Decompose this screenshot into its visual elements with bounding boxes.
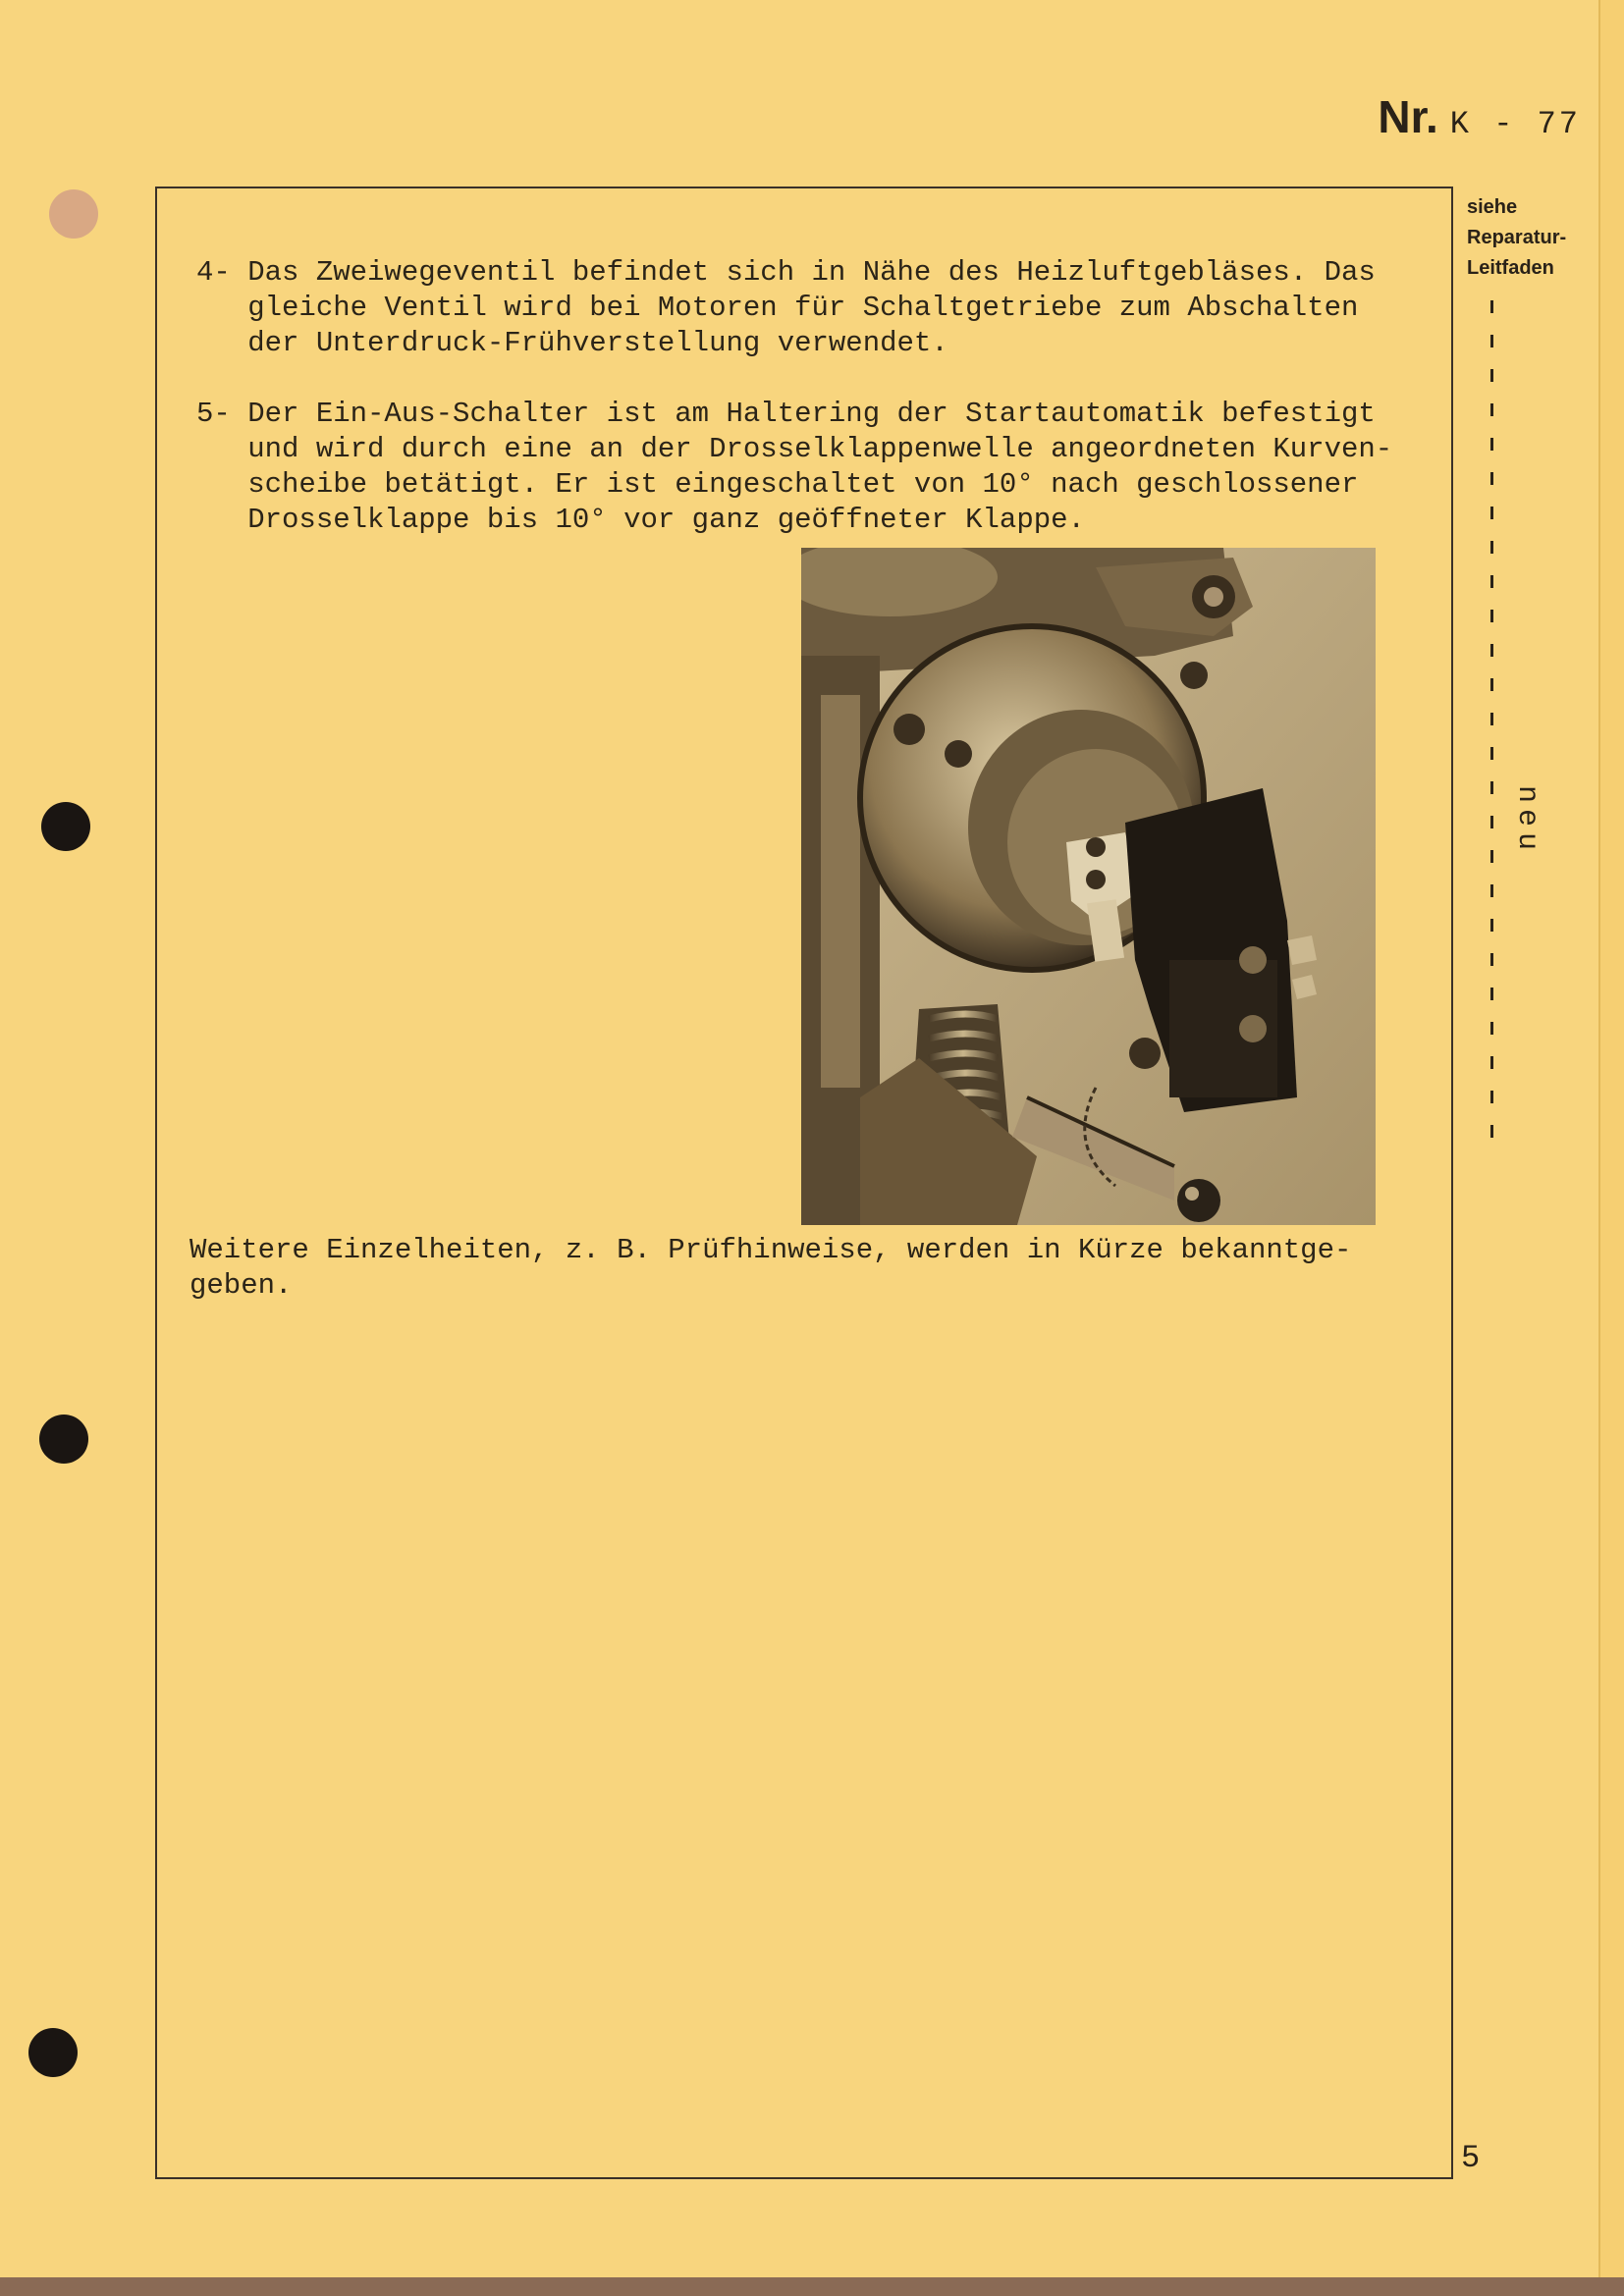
punch-hole-3 [39, 1415, 88, 1464]
repair-guide-reference [1467, 192, 1595, 284]
punch-hole-1 [49, 189, 98, 239]
paragraph-item-5: 5- Der Ein-Aus-Schalter ist am Haltering der Startautomatik befestigt und wird durch eine an der Drosselklappenwelle angeordneten Kurven- scheibe betätigt. Er ist eingeschaltet von 10° nach geschlossener Drosselklappe bis 10° vor ganz geöffneter Klappe. [196, 398, 1393, 536]
side-ref-line: Leitfaden [1467, 257, 1554, 279]
carburetor-switch-photo [801, 548, 1376, 1225]
new-marker: neu [1510, 785, 1543, 857]
nr-value: K - 77 [1449, 106, 1581, 142]
further-details-note: Weitere Einzelheiten, z. B. Prüfhinweise, werden in Kürze bekanntge- geben. [189, 1234, 1352, 1302]
page-number: 5 [1461, 2140, 1481, 2176]
side-ref-line: siehe [1467, 196, 1518, 218]
punch-hole-4 [28, 2028, 78, 2077]
side-ref-line: Reparatur- [1467, 227, 1567, 248]
punch-hole-2 [41, 802, 90, 851]
document-number [1378, 90, 1581, 143]
revision-bar [1490, 300, 1493, 1138]
desk-edge [0, 2277, 1624, 2296]
paragraph-item-4: 4- Das Zweiwegeventil befindet sich in Nähe des Heizluftgebläses. Das gleiche Ventil wird bei Motoren für Schaltgetriebe zum Abschalten der Unterdruck-Frühverstellung verwendet. [196, 256, 1376, 359]
nr-label: Nr. [1378, 91, 1438, 142]
carburetor-switch-illustration [801, 548, 1376, 1225]
